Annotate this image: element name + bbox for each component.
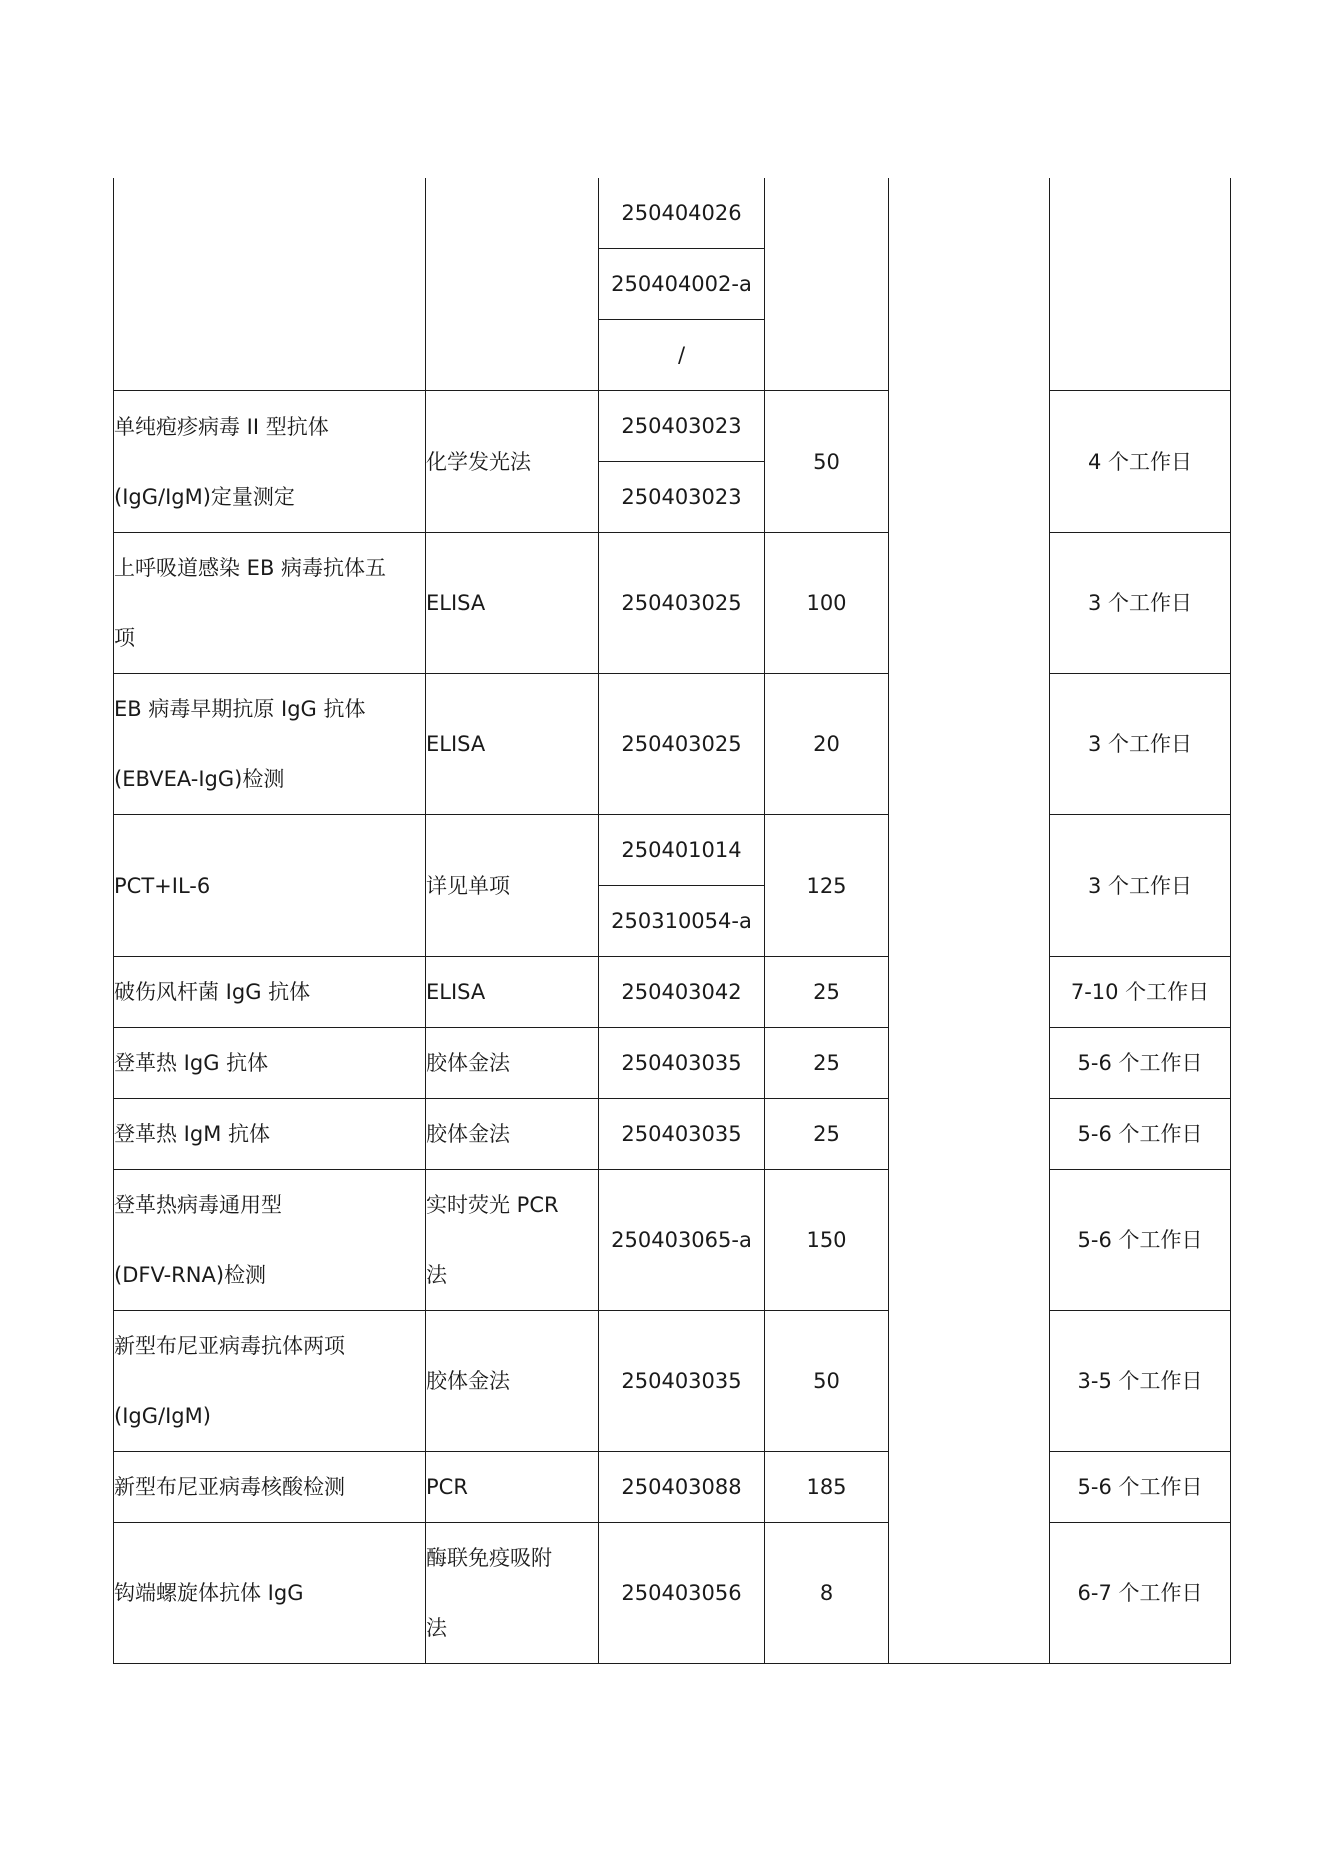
method-line: 化学发光法 [426,449,531,474]
method-line: 法 [426,1616,447,1640]
item-name-line: 钩端螺旋体抗体 IgG [114,1581,304,1605]
item-name-cell [114,391,426,533]
code-cell: 250403065-a [599,1170,765,1311]
table-row [114,1311,1231,1452]
item-name-cell [114,1099,426,1170]
item-name-line: (EBVEA-IgG)检测 [114,767,285,791]
item-name-cell [114,674,426,815]
code-cell: 250403023 [599,391,765,462]
method-line: 详见单项 [426,873,510,898]
code-cell: 250403035 [599,1028,765,1099]
method-line: 胶体金法 [426,1051,510,1075]
item-name-line: 登革热 IgM 抗体 [114,1122,270,1146]
table-row [114,815,1231,886]
blank-cell [889,391,1050,533]
blank-cell [889,674,1050,815]
method-cell [426,178,599,391]
item-name-cell [114,1311,426,1452]
method-line: ELISA [426,591,486,615]
item-name-cell [114,178,426,391]
turnaround-cell: 5-6 个工作日 [1050,1170,1231,1311]
price-table [113,178,1231,1664]
method-cell [426,1452,599,1523]
blank-cell [889,1523,1050,1664]
turnaround-cell: 7-10 个工作日 [1050,957,1231,1028]
method-cell [426,674,599,815]
turnaround-cell: 3 个工作日 [1050,815,1231,957]
item-name-line: (IgG/IgM)定量测定 [114,484,295,509]
code-cell: 250403042 [599,957,765,1028]
turnaround-cell: 3 个工作日 [1050,533,1231,674]
method-cell [426,533,599,674]
code-cell: / [599,320,765,391]
blank-cell [889,1311,1050,1452]
item-name-line: 登革热病毒通用型 [114,1193,282,1217]
item-name-line: 登革热 IgG 抗体 [114,1051,269,1075]
table-row [114,674,1231,815]
code-cell: 250403025 [599,533,765,674]
price-cell: 50 [765,391,889,533]
item-name-cell [114,533,426,674]
method-line: ELISA [426,980,486,1004]
item-name-line: (DFV-RNA)检测 [114,1263,267,1287]
table-row [114,957,1231,1028]
item-name-line: 上呼吸道感染 EB 病毒抗体五 [114,556,387,580]
item-name-cell [114,957,426,1028]
code-cell: 250403035 [599,1311,765,1452]
price-cell: 100 [765,533,889,674]
blank-cell [889,957,1050,1028]
item-name-cell [114,1028,426,1099]
price-cell: 50 [765,1311,889,1452]
table-row [114,1170,1231,1311]
table-row [114,533,1231,674]
code-cell: 250404026 [599,178,765,249]
method-line: 实时荧光 PCR [426,1193,559,1217]
code-cell: 250401014 [599,815,765,886]
turnaround-cell: 5-6 个工作日 [1050,1028,1231,1099]
code-cell: 250403023 [599,462,765,533]
method-cell [426,815,599,957]
blank-cell [889,1452,1050,1523]
method-cell [426,1099,599,1170]
method-cell [426,1311,599,1452]
item-name-cell [114,1523,426,1664]
table-row [114,1523,1231,1664]
method-cell [426,1523,599,1664]
table-row [114,1452,1231,1523]
price-cell: 20 [765,674,889,815]
blank-cell [889,815,1050,957]
turnaround-cell: 5-6 个工作日 [1050,1099,1231,1170]
code-cell: 250310054-a [599,886,765,957]
method-line: PCR [426,1475,468,1499]
code-cell: 250403025 [599,674,765,815]
method-cell [426,1170,599,1311]
method-line: 酶联免疫吸附 [426,1546,552,1570]
table-row [114,178,1231,249]
method-cell [426,957,599,1028]
item-name-cell [114,815,426,957]
item-name-line: EB 病毒早期抗原 IgG 抗体 [114,697,366,721]
blank-cell [889,1099,1050,1170]
price-cell: 185 [765,1452,889,1523]
item-name-cell [114,1170,426,1311]
price-cell: 8 [765,1523,889,1664]
turnaround-cell: 3-5 个工作日 [1050,1311,1231,1452]
blank-cell [889,1028,1050,1099]
method-cell [426,1028,599,1099]
item-name-line: 单纯疱疹病毒 II 型抗体 [114,414,329,439]
item-name-line: 破伤风杆菌 IgG 抗体 [114,980,311,1004]
table-row [114,391,1231,462]
turnaround-cell: 3 个工作日 [1050,674,1231,815]
price-cell: 25 [765,1028,889,1099]
item-name-line: 项 [114,626,135,650]
turnaround-cell: 4 个工作日 [1050,391,1231,533]
blank-cell [889,533,1050,674]
item-name-line: PCT+IL-6 [114,873,211,898]
item-name-line: 新型布尼亚病毒核酸检测 [114,1475,345,1499]
turnaround-cell: 6-7 个工作日 [1050,1523,1231,1664]
method-cell [426,391,599,533]
table-row [114,1099,1231,1170]
method-line: 胶体金法 [426,1369,510,1393]
code-cell: 250403088 [599,1452,765,1523]
blank-cell [889,178,1050,391]
code-cell: 250404002-a [599,249,765,320]
code-cell: 250403035 [599,1099,765,1170]
turnaround-cell [1050,178,1231,391]
price-cell: 25 [765,1099,889,1170]
method-line: 法 [426,1263,447,1287]
item-name-cell [114,1452,426,1523]
method-line: ELISA [426,732,486,756]
item-name-line: 新型布尼亚病毒抗体两项 [114,1334,345,1358]
turnaround-cell: 5-6 个工作日 [1050,1452,1231,1523]
code-cell: 250403056 [599,1523,765,1664]
price-cell [765,178,889,391]
price-cell: 25 [765,957,889,1028]
method-line: 胶体金法 [426,1122,510,1146]
blank-cell [889,1170,1050,1311]
price-cell: 150 [765,1170,889,1311]
price-cell: 125 [765,815,889,957]
item-name-line: (IgG/IgM) [114,1404,211,1428]
table-row [114,1028,1231,1099]
